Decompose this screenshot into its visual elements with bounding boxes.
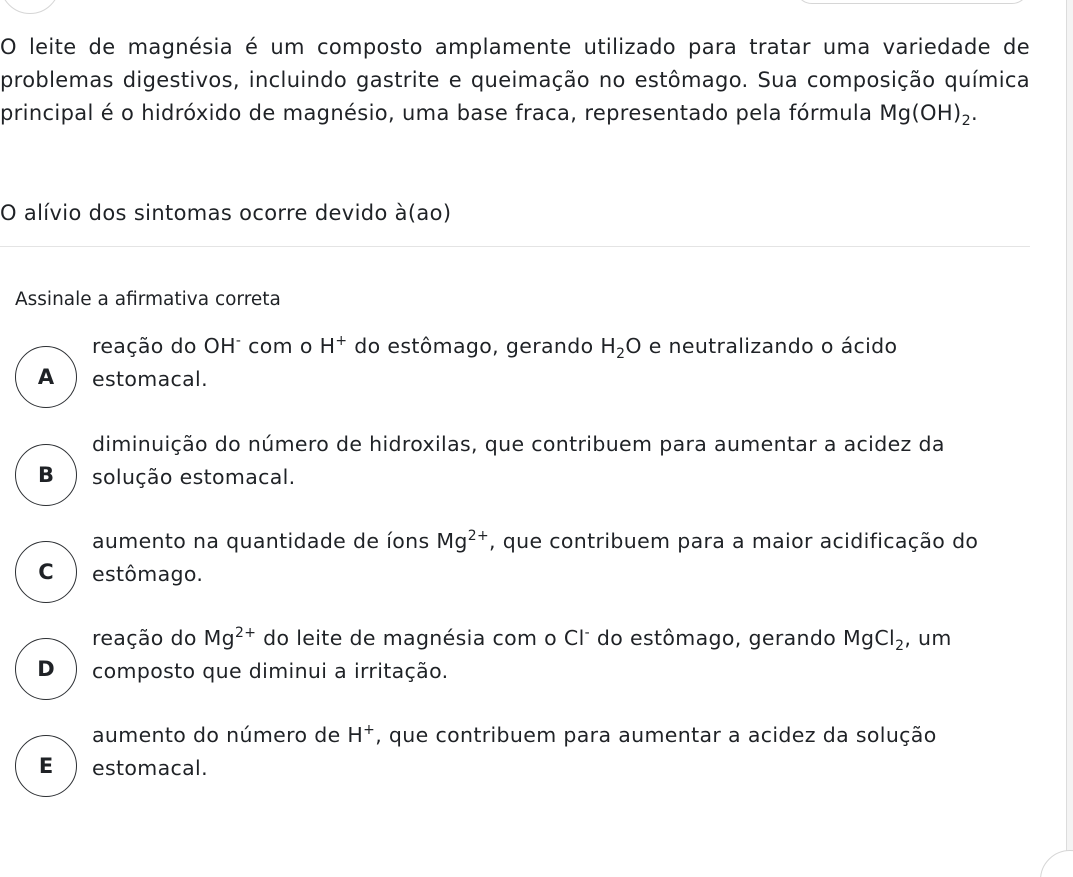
top-left-circle-fragment [0,0,60,14]
top-right-button-fragment[interactable] [795,0,1029,4]
statement-subscript: 2 [961,113,972,130]
option-b-text[interactable]: diminuição do número de hidroxilas, que contribuem para aumentar a acidez da solução estomacal. [92,432,945,489]
option-e[interactable] [15,722,1015,801]
option-a[interactable] [15,333,1015,412]
option-d-text[interactable]: reação do $Mg^{2+}$ do leite de magnésia com o Cl- do estômago, gerando MgCl$_2$, um composto que diminui a irritação. [92,625,952,683]
option-d-letter[interactable]: D [15,638,77,700]
option-e-letter[interactable]: E [15,735,77,797]
option-c-text[interactable]: aumento na quantidade de íons $Mg^{2+}$, que contribuem para a maior acidificação do estômago. [92,528,979,586]
right-side-panel [1067,0,1073,877]
option-b[interactable] [15,432,1015,510]
option-a-letter[interactable]: A [15,346,77,408]
bottom-right-corner-fragment [1040,850,1073,877]
option-b-letter[interactable]: B [15,444,77,506]
question-stem: O alívio dos sintomas ocorre devido à(ao) [0,201,452,225]
statement-end: . [971,101,979,125]
divider [0,246,1030,247]
option-c-letter[interactable]: C [15,541,77,603]
statement-text: O leite de magnésia é um composto amplamente utilizado para tratar uma variedade de problemas digestivos, incluindo gastrite e queimação no estômago. Sua composição química principal é o hidróxido de magnésio, uma base fraca, representado pela fórmula Mg(OH) [0,35,1030,125]
question-statement [0,31,1030,130]
option-a-text[interactable]: reação do OH- com o H+ do estômago, gerando $H_2O$ e neutralizando o ácido estomacal. [92,333,898,391]
option-e-text[interactable]: aumento do número de H+, que contribuem para aumentar a acidez da solução estomacal. [92,722,937,780]
option-c[interactable] [15,528,1015,607]
option-d[interactable] [15,625,1015,704]
instruction-label: Assinale a afirmativa correta [15,289,281,310]
